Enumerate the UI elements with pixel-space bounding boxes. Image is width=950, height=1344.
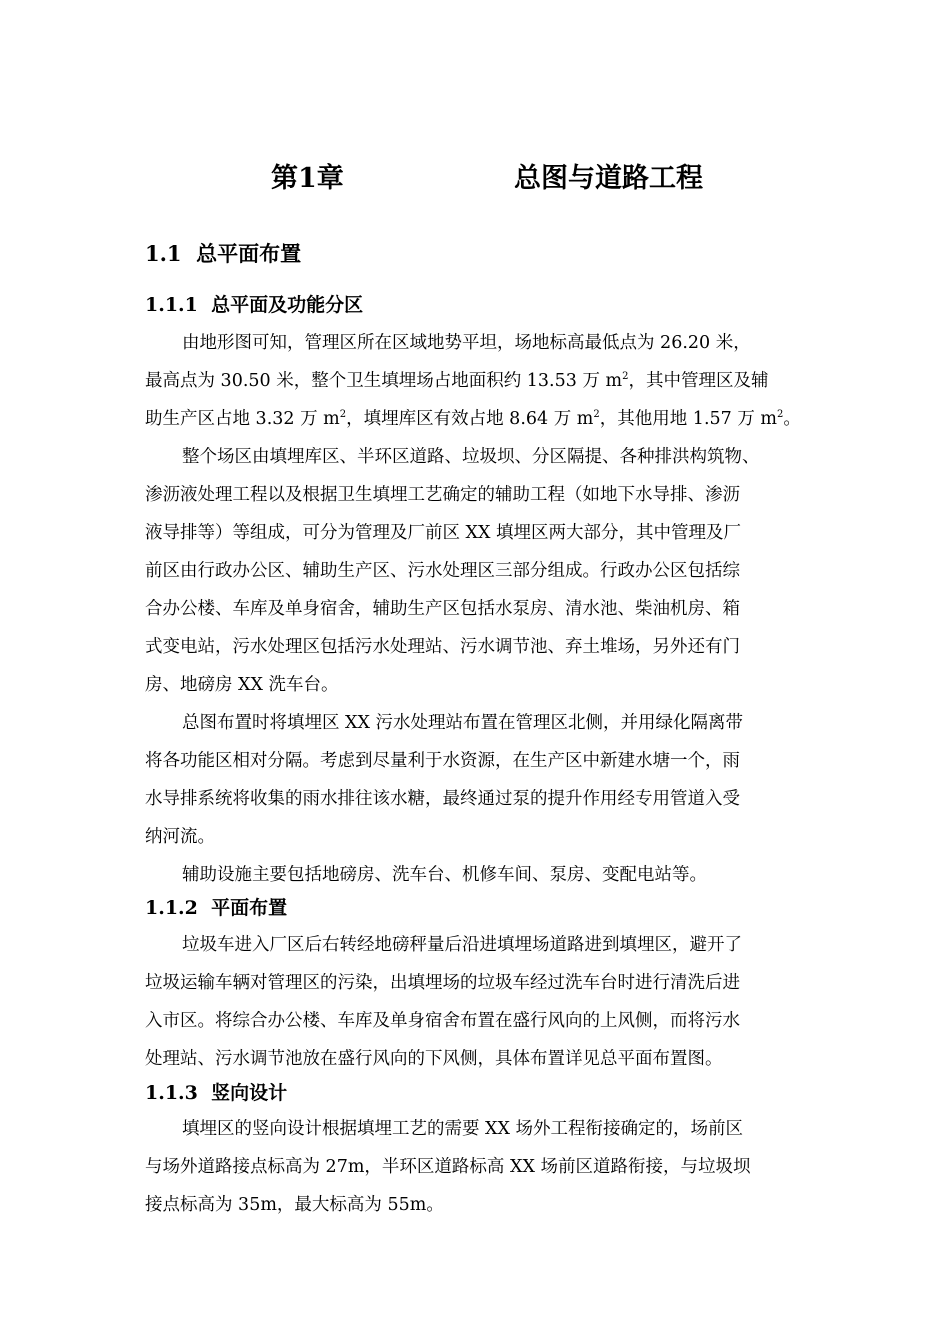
paragraph-line [145,367,768,392]
superscript: 2 [593,409,600,421]
superscript: 2 [339,409,347,421]
paragraph-line: 整个场区由填埋库区、半环区道路、垃圾坝、分区隔提、各种排洪构筑物、 [182,447,760,467]
section-title: 竖向设计 [211,1082,288,1104]
paragraph-line: 辅助设施主要包括地磅房、洗车台、机修车间、泵房、变配电站等。 [182,865,707,885]
section-number: 1.1.2 [145,897,198,919]
section-heading-1-1-2 [145,893,287,920]
superscript: 2 [777,409,784,421]
section-number: 1.1.1 [145,294,198,316]
text-run: ，其中管理区及辅 [628,371,769,391]
section-title: 总平面布置 [196,241,302,266]
chapter-heading [0,156,950,196]
section-number: 1.1 [145,241,182,266]
superscript: 2 [622,371,629,383]
text-run: 助生产区占地 3.32 万 m [145,409,340,429]
text-run: ，填埋库区有效占地 8.64 万 m [346,409,594,429]
paragraph-line: 式变电站，污水处理区包括污水处理站、污水调节池、弃土堆场，另外还有门 [145,637,740,657]
paragraph-line: 纳河流。 [145,827,215,847]
paragraph-line: 总图布置时将填埋区 XX 污水处理站布置在管理区北侧，并用绿化隔离带 [182,713,744,733]
paragraph-line: 填埋区的竖向设计根据填埋工艺的需要 XX 场外工程衔接确定的，场前区 [182,1119,744,1139]
paragraph-line: 合办公楼、车库及单身宿舍，辅助生产区包括水泵房、清水池、柴油机房、箱 [145,599,740,619]
section-title: 总平面及功能分区 [211,294,364,316]
text-run: 最高点为 30.50 米，整个卫生填埋场占地面积约 13.53 万 m [145,371,623,391]
paragraph-line: 垃圾车进入厂区后右转经地磅秤量后沿进填埋场道路进到填埋区，避开了 [182,935,742,955]
paragraph-line: 房、地磅房 XX 洗车台。 [145,675,339,695]
paragraph-line: 前区由行政办公区、辅助生产区、污水处理区三部分组成。行政办公区包括综 [145,561,740,581]
paragraph-line: 水导排系统将收集的雨水排往该水糖，最终通过泵的提升作用经专用管道入受 [145,789,740,809]
paragraph-line: 与场外道路接点标高为 27m，半环区道路标高 XX 场前区道路衔接，与垃圾坝 [145,1157,751,1177]
paragraph-line: 由地形图可知，管理区所在区域地势平坦，场地标高最低点为 26.20 米， [182,333,751,353]
section-heading-1-1-3 [145,1078,287,1105]
chapter-title: 总图与道路工程 [514,163,703,194]
paragraph-line: 垃圾运输车辆对管理区的污染，出填埋场的垃圾车经过洗车台时进行清洗后进 [145,973,740,993]
paragraph-line: 将各功能区相对分隔。考虑到尽量利于水资源，在生产区中新建水塘一个，雨 [145,751,740,771]
text-run: ，其他用地 1.57 万 m [599,409,777,429]
text-run: 。 [783,409,801,429]
paragraph-line: 处理站、污水调节池放在盛行风向的下风侧，具体布置详见总平面布置图。 [145,1049,723,1069]
paragraph-line [145,405,801,430]
paragraph-line: 液导排等）等组成，可分为管理及厂前区 XX 填埋区两大部分，其中管理及厂 [145,523,742,543]
paragraph-line: 接点标高为 35m，最大标高为 55m。 [145,1195,444,1215]
section-title: 平面布置 [211,897,288,919]
paragraph-line: 渗沥液处理工程以及根据卫生填埋工艺确定的辅助工程（如地下水导排、渗沥 [145,485,740,505]
section-number: 1.1.3 [145,1082,198,1104]
section-heading-1-1-1 [145,290,363,317]
paragraph-line: 入市区。将综合办公楼、车库及单身宿舍布置在盛行风向的上风侧，而将污水 [145,1011,740,1031]
section-heading-1-1 [145,238,301,268]
chapter-number: 第1章 [271,163,344,194]
